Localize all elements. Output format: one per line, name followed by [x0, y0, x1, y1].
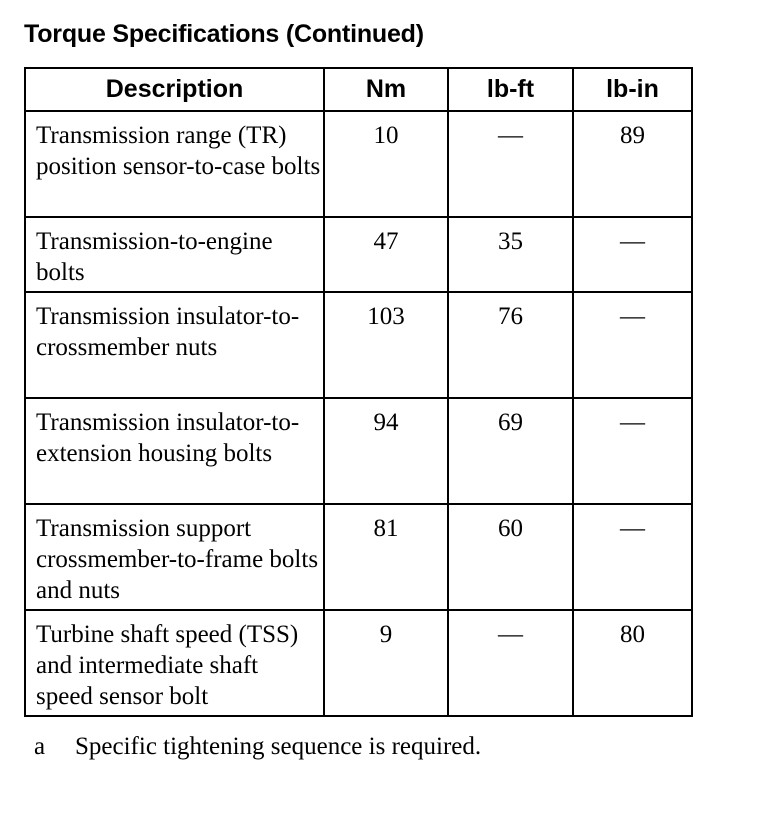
table-row [25, 610, 692, 716]
cell-nm: 10 [324, 111, 448, 217]
cell-lb-ft: — [448, 111, 573, 217]
cell-lb-in: — [573, 504, 692, 610]
cell-lb-in: 80 [573, 610, 692, 716]
cell-lb-ft: 76 [448, 292, 573, 398]
cell-lb-ft: 69 [448, 398, 573, 504]
cell-description: Transmission insulator-to-extension housing bolts [25, 398, 324, 504]
footnote-text: Specific tightening sequence is required. [75, 733, 482, 760]
header-nm: Nm [324, 68, 448, 111]
torque-spec-table [24, 67, 693, 717]
header-lb-in: lb-in [573, 68, 692, 111]
cell-description: Transmission insulator-to-crossmember nuts [25, 292, 324, 398]
cell-description: Transmission-to-engine bolts [25, 217, 324, 292]
cell-description: Transmission support crossmember-to-frame bolts and nuts [25, 504, 324, 610]
footnote [34, 733, 481, 761]
header-lb-ft: lb-ft [448, 68, 573, 111]
table-header-row [25, 68, 692, 111]
footnote-mark: a [34, 733, 46, 760]
cell-lb-in: — [573, 292, 692, 398]
cell-lb-ft: 35 [448, 217, 573, 292]
page-title: Torque Specifications (Continued) [24, 20, 424, 48]
table-row [25, 217, 692, 292]
table-row [25, 111, 692, 217]
cell-nm: 47 [324, 217, 448, 292]
table-row [25, 504, 692, 610]
cell-nm: 103 [324, 292, 448, 398]
cell-lb-in: — [573, 217, 692, 292]
cell-lb-ft: — [448, 610, 573, 716]
header-description: Description [25, 68, 324, 111]
cell-lb-in: 89 [573, 111, 692, 217]
cell-nm: 81 [324, 504, 448, 610]
cell-nm: 9 [324, 610, 448, 716]
cell-nm: 94 [324, 398, 448, 504]
cell-description: Turbine shaft speed (TSS) and intermediate shaft speed sensor bolt [25, 610, 324, 716]
cell-lb-ft: 60 [448, 504, 573, 610]
cell-description: Transmission range (TR) position sensor-to-case bolts [25, 111, 324, 217]
table-row [25, 292, 692, 398]
cell-lb-in: — [573, 398, 692, 504]
table-row [25, 398, 692, 504]
